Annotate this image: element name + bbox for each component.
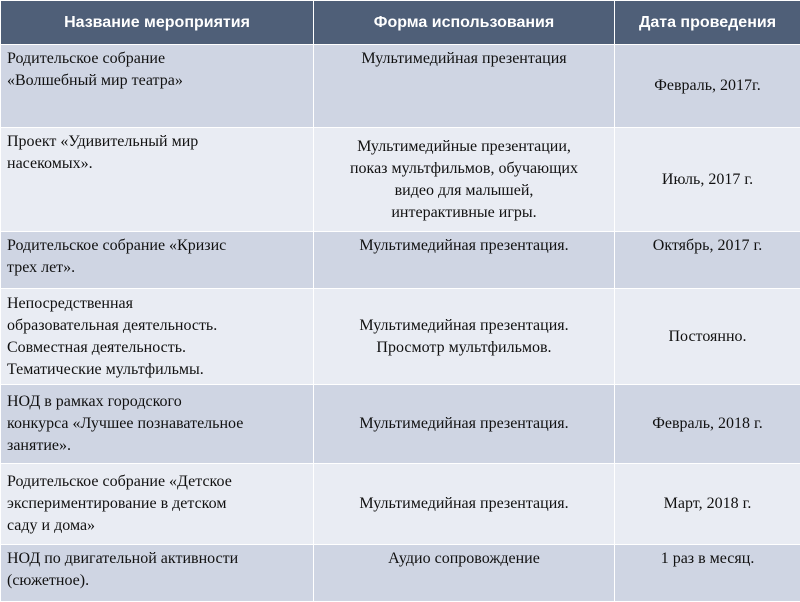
event-date-cell: Июль, 2017 г. bbox=[615, 128, 800, 232]
table-row bbox=[1, 464, 800, 545]
usage-form-cell: Мультимедийная презентация. Просмотр мультфильмов. bbox=[314, 289, 615, 385]
header-usage-form: Форма использования bbox=[314, 1, 615, 45]
event-date-cell: Февраль, 2017г. bbox=[615, 45, 800, 128]
event-name-cell: Непосредственная образовательная деятельность. Совместная деятельность. Тематические мультфильмы. bbox=[1, 289, 314, 385]
table-row bbox=[1, 289, 800, 385]
event-name-cell: НОД по двигательной активности (сюжетное). bbox=[1, 545, 314, 602]
event-name-cell: Родительское собрание «Детское экспериментирование в детском саду и дома» bbox=[1, 464, 314, 545]
table-body bbox=[1, 45, 800, 602]
table-row bbox=[1, 545, 800, 602]
header-event-name: Название мероприятия bbox=[1, 1, 314, 45]
usage-form-cell: Аудио сопровождение bbox=[314, 545, 615, 602]
table-row bbox=[1, 232, 800, 289]
usage-form-cell: Мультимедийная презентация bbox=[314, 45, 615, 128]
table-row bbox=[1, 385, 800, 464]
usage-form-cell: Мультимедийные презентации, показ мультфильмов, обучающих видео для малышей, интерактивные игры. bbox=[314, 128, 615, 232]
event-name-cell: Родительское собрание «Кризис трех лет». bbox=[1, 232, 314, 289]
usage-form-cell: Мультимедийная презентация. bbox=[314, 464, 615, 545]
event-date-cell: Постоянно. bbox=[615, 289, 800, 385]
event-name-cell: Проект «Удивительный мир насекомых». bbox=[1, 128, 314, 232]
event-date-cell: Февраль, 2018 г. bbox=[615, 385, 800, 464]
usage-form-cell: Мультимедийная презентация. bbox=[314, 385, 615, 464]
event-name-cell: Родительское собрание «Волшебный мир театра» bbox=[1, 45, 314, 128]
event-date-cell: 1 раз в месяц. bbox=[615, 545, 800, 602]
event-date-cell: Март, 2018 г. bbox=[615, 464, 800, 545]
table-header bbox=[1, 1, 800, 45]
header-row bbox=[1, 1, 800, 45]
header-event-date: Дата проведения bbox=[615, 1, 800, 45]
event-name-cell: НОД в рамках городского конкурса «Лучшее познавательное занятие». bbox=[1, 385, 314, 464]
event-date-cell: Октябрь, 2017 г. bbox=[615, 232, 800, 289]
table-row bbox=[1, 45, 800, 128]
table-row bbox=[1, 128, 800, 232]
usage-form-cell: Мультимедийная презентация. bbox=[314, 232, 615, 289]
